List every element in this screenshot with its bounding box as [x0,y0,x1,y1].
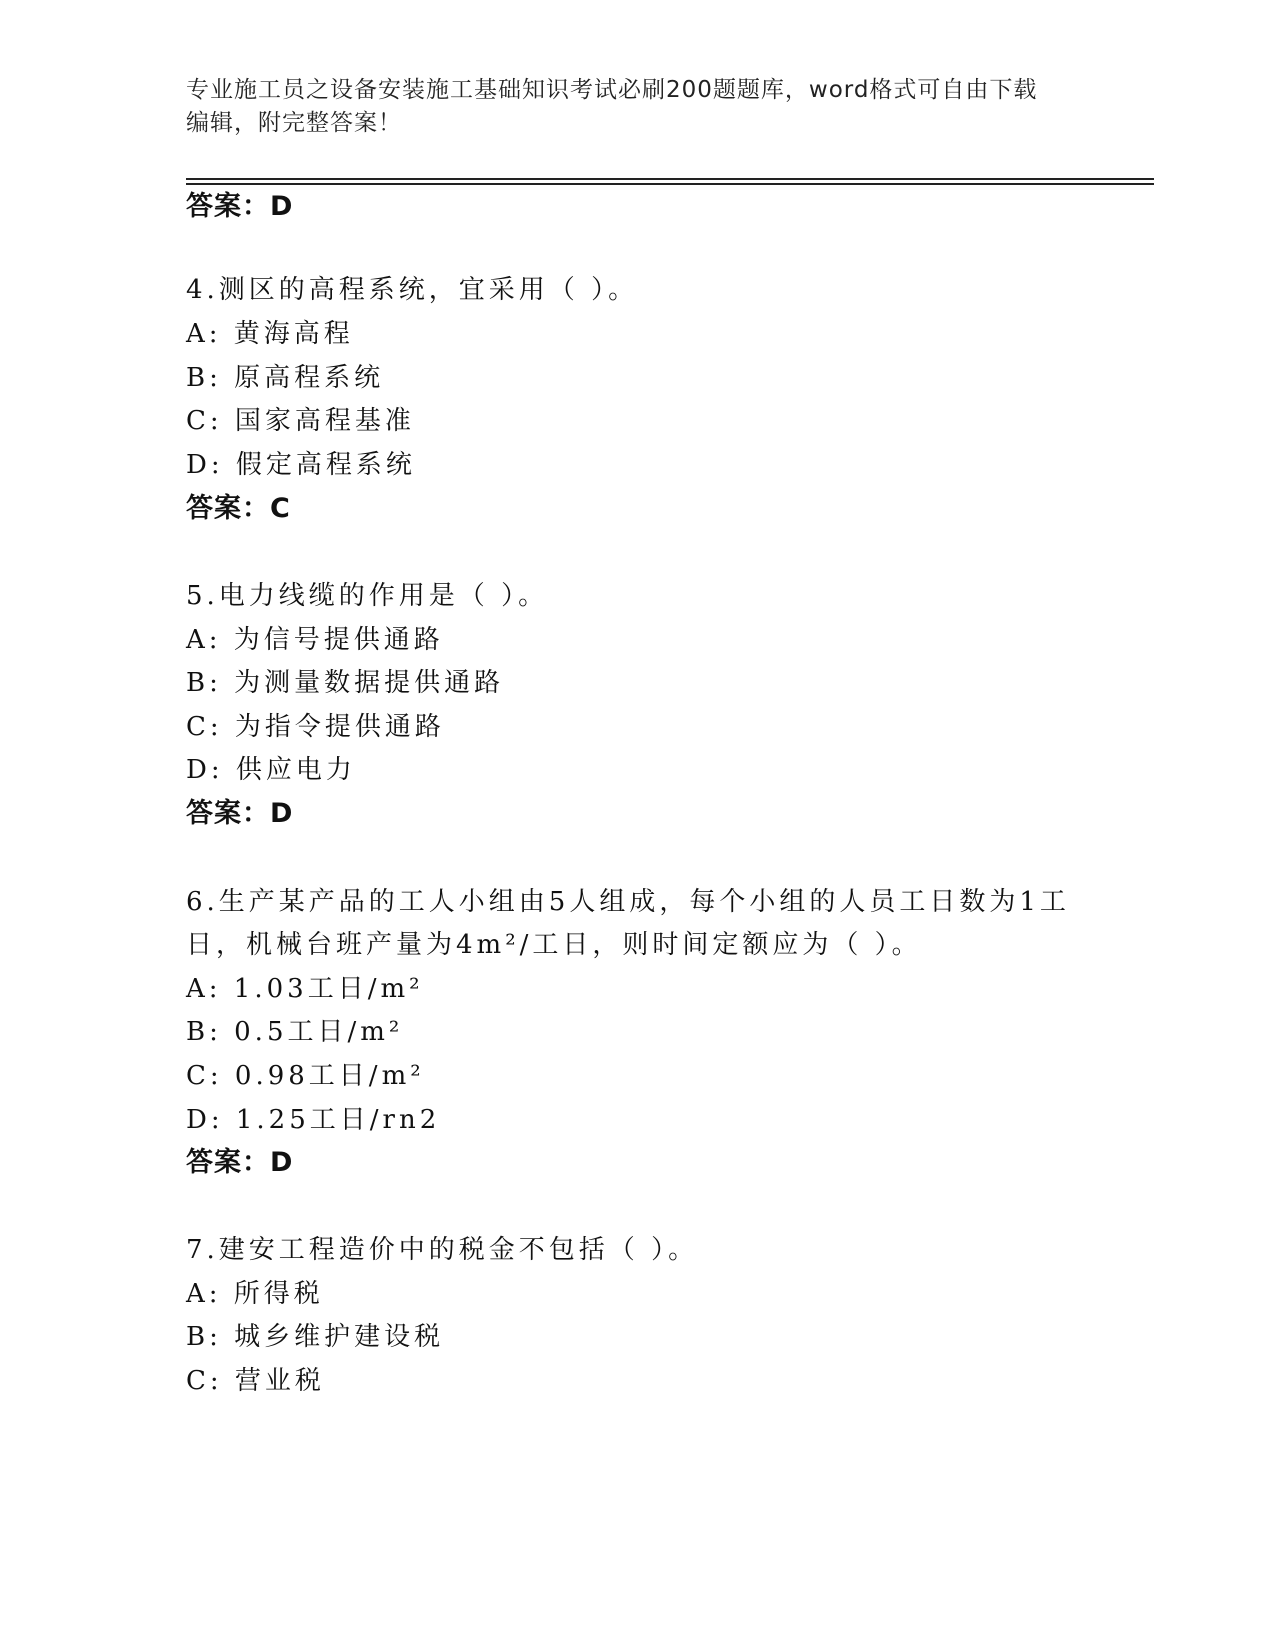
question-6-stem-line-2: 日，机械台班产量为4m²/工日，则时间定额应为（ ）。 [186,930,922,960]
question-5-option-a: A: 为信号提供通路 [186,625,444,655]
question-5-option-d: D: 供应电力 [186,755,356,785]
question-4-option-b: B: 原高程系统 [186,363,385,393]
document-header [186,74,1066,140]
question-5-option-b: B: 为测量数据提供通路 [186,668,505,698]
question-4-option-d: D: 假定高程系统 [186,450,416,480]
question-7-option-c: C: 营业税 [186,1366,325,1396]
question-6-option-d: D: 1.25工日/rn2 [186,1105,441,1135]
question-4-option-a: A: 黄海高程 [186,319,354,349]
question-6-stem-line-1: 6.生产某产品的工人小组由5人组成，每个小组的人员工日数为1工 [186,887,1070,917]
header-divider-top [186,178,1154,180]
question-5-answer: 答案：D [186,798,294,829]
header-title-line-1: 专业施工员之设备安装施工基础知识考试必刷200题题库，word格式可自由下载 [186,77,1038,103]
question-4-stem: 4.测区的高程系统，宜采用（ ）。 [186,275,639,305]
question-6-answer: 答案：D [186,1147,294,1178]
question-6-option-a: A: 1.03工日/m² [186,974,424,1004]
question-7-option-a: A: 所得税 [186,1279,324,1309]
question-4-answer: 答案：C [186,493,291,524]
question-7-stem: 7.建安工程造价中的税金不包括（ ）。 [186,1235,699,1265]
question-6-option-b: B: 0.5工日/m² [186,1017,404,1047]
answer-previous: 答案：D [186,191,294,222]
question-4-option-c: C: 国家高程基准 [186,406,415,436]
question-5-option-c: C: 为指令提供通路 [186,712,445,742]
question-5-stem: 5.电力线缆的作用是（ ）。 [186,581,549,611]
header-divider-bottom [186,183,1154,185]
question-7-option-b: B: 城乡维护建设税 [186,1322,445,1352]
header-title-line-2: 编辑，附完整答案！ [186,110,402,136]
question-6-option-c: C: 0.98工日/m² [186,1061,425,1091]
